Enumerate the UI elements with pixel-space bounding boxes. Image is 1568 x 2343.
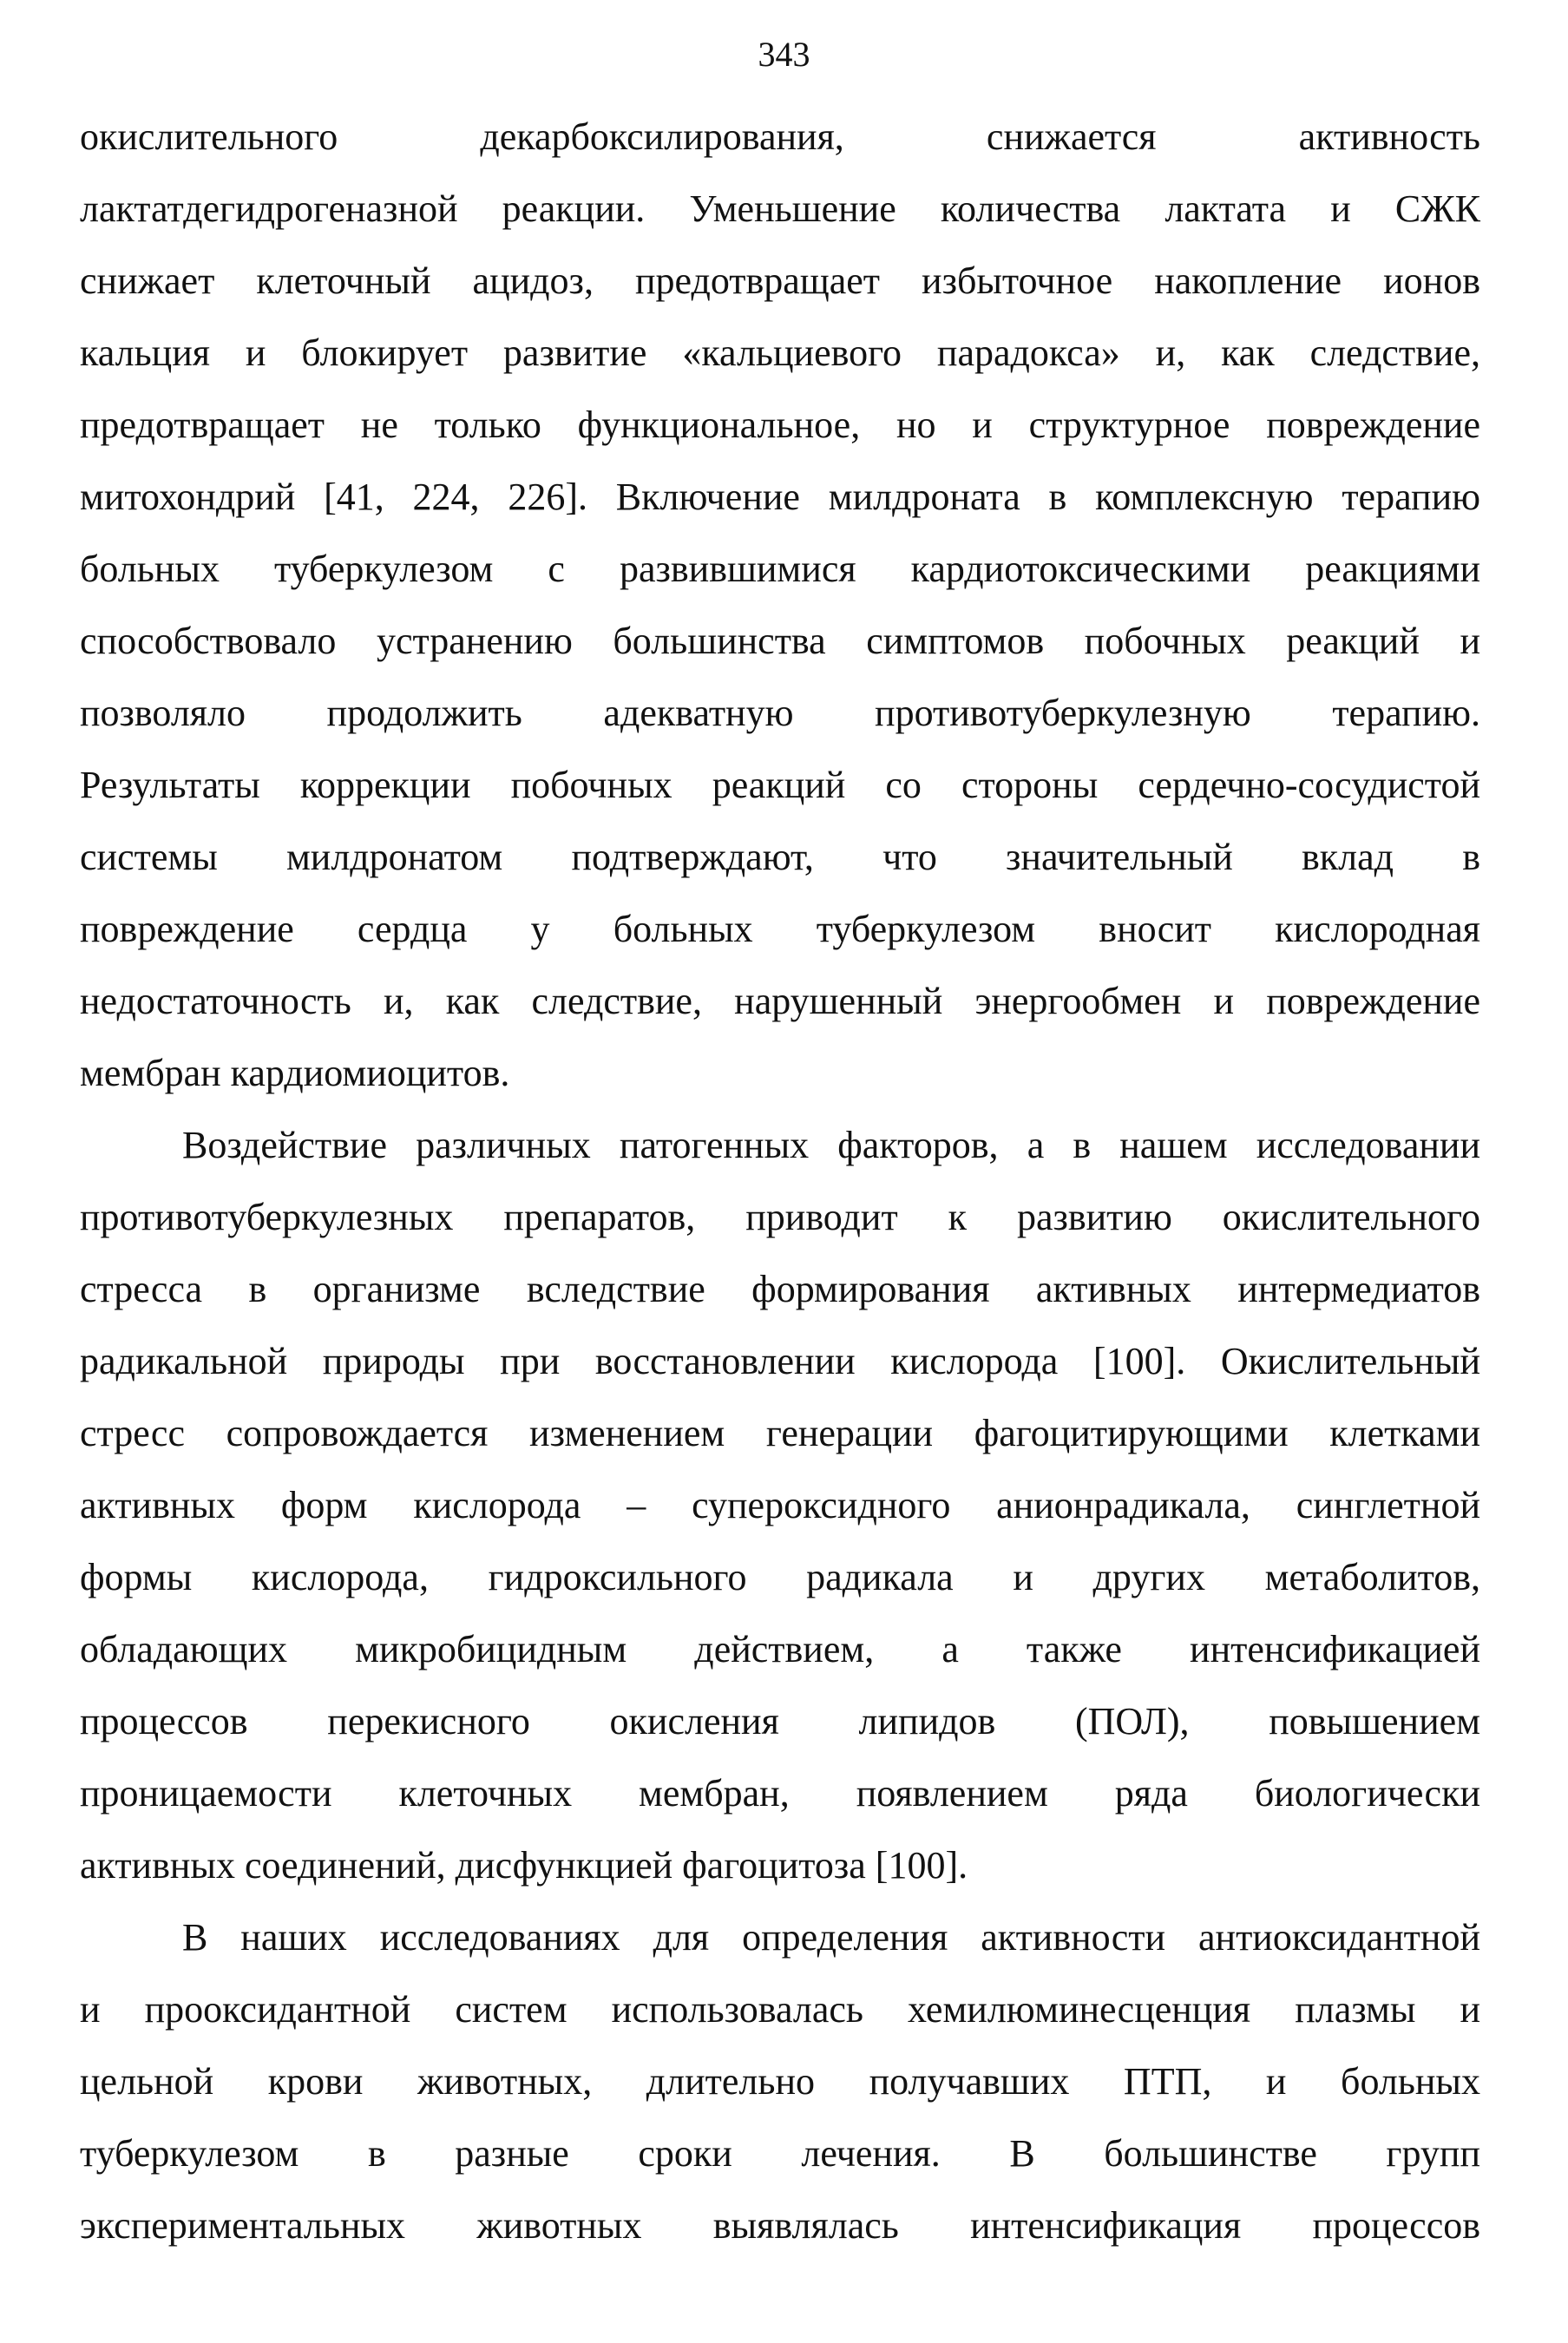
text-line: снижает клеточный ацидоз, предотвращает избыточное накопление ионов <box>80 259 1480 302</box>
text-line: проницаемости клеточных мембран, появлением ряда биологически <box>80 1772 1480 1815</box>
text-line: Результаты коррекции побочных реакций со стороны сердечно-сосудистой <box>80 764 1480 806</box>
text-line: позволяло продолжить адекватную противотуберкулезную терапию. <box>80 692 1480 734</box>
text-line: В наших исследованиях для определения активности антиоксидантной <box>182 1916 1480 1959</box>
text-line: активных соединений, дисфункцией фагоцитоза [100]. <box>80 1844 968 1887</box>
text-line: радикальной природы при восстановлении кислорода [100]. Окислительный <box>80 1340 1480 1382</box>
text-line: экспериментальных животных выявлялась интенсификация процессов <box>80 2204 1480 2247</box>
text-line: мембран кардиомиоцитов. <box>80 1052 510 1094</box>
text-line: стресс сопровождается изменением генерации фагоцитирующими клетками <box>80 1412 1480 1454</box>
text-line: активных форм кислорода – супероксидного анионрадикала, синглетной <box>80 1484 1480 1526</box>
text-line: системы милдронатом подтверждают, что значительный вклад в <box>80 836 1480 878</box>
body-text <box>80 101 1480 2261</box>
text-line: способствовало устранению большинства симптомов побочных реакций и <box>80 620 1480 662</box>
text-line: недостаточность и, как следствие, нарушенный энергообмен и повреждение <box>80 980 1480 1022</box>
text-line: повреждение сердца у больных туберкулезом вносит кислородная <box>80 908 1480 950</box>
text-line: обладающих микробицидным действием, а также интенсификацией <box>80 1628 1480 1670</box>
text-line: лактатдегидрогеназной реакции. Уменьшение количества лактата и СЖК <box>80 187 1480 230</box>
text-line: кальция и блокирует развитие «кальциевого парадокса» и, как следствие, <box>80 331 1480 374</box>
text-line: формы кислорода, гидроксильного радикала и других метаболитов, <box>80 1556 1480 1598</box>
text-line: туберкулезом в разные сроки лечения. В большинстве групп <box>80 2132 1480 2175</box>
text-line: и прооксидантной систем использовалась хемилюминесценция плазмы и <box>80 1988 1480 2031</box>
text-line: больных туберкулезом с развившимися кардиотоксическими реакциями <box>80 548 1480 590</box>
text-line: митохондрий [41, 224, 226]. Включение милдроната в комплексную терапию <box>80 476 1480 518</box>
text-line: цельной крови животных, длительно получавших ПТП, и больных <box>80 2060 1480 2103</box>
text-line: противотуберкулезных препаратов, приводит к развитию окислительного <box>80 1196 1480 1238</box>
text-line: процессов перекисного окисления липидов (ПОЛ), повышением <box>80 1700 1480 1742</box>
text-line: предотвращает не только функциональное, но и структурное повреждение <box>80 404 1480 446</box>
page-number: 343 <box>758 35 810 74</box>
text-line: стресса в организме вследствие формирования активных интермедиатов <box>80 1268 1480 1310</box>
text-line: Воздействие различных патогенных факторов, а в нашем исследовании <box>182 1124 1480 1166</box>
text-line: окислительного декарбоксилирования, снижается активность <box>80 115 1480 158</box>
